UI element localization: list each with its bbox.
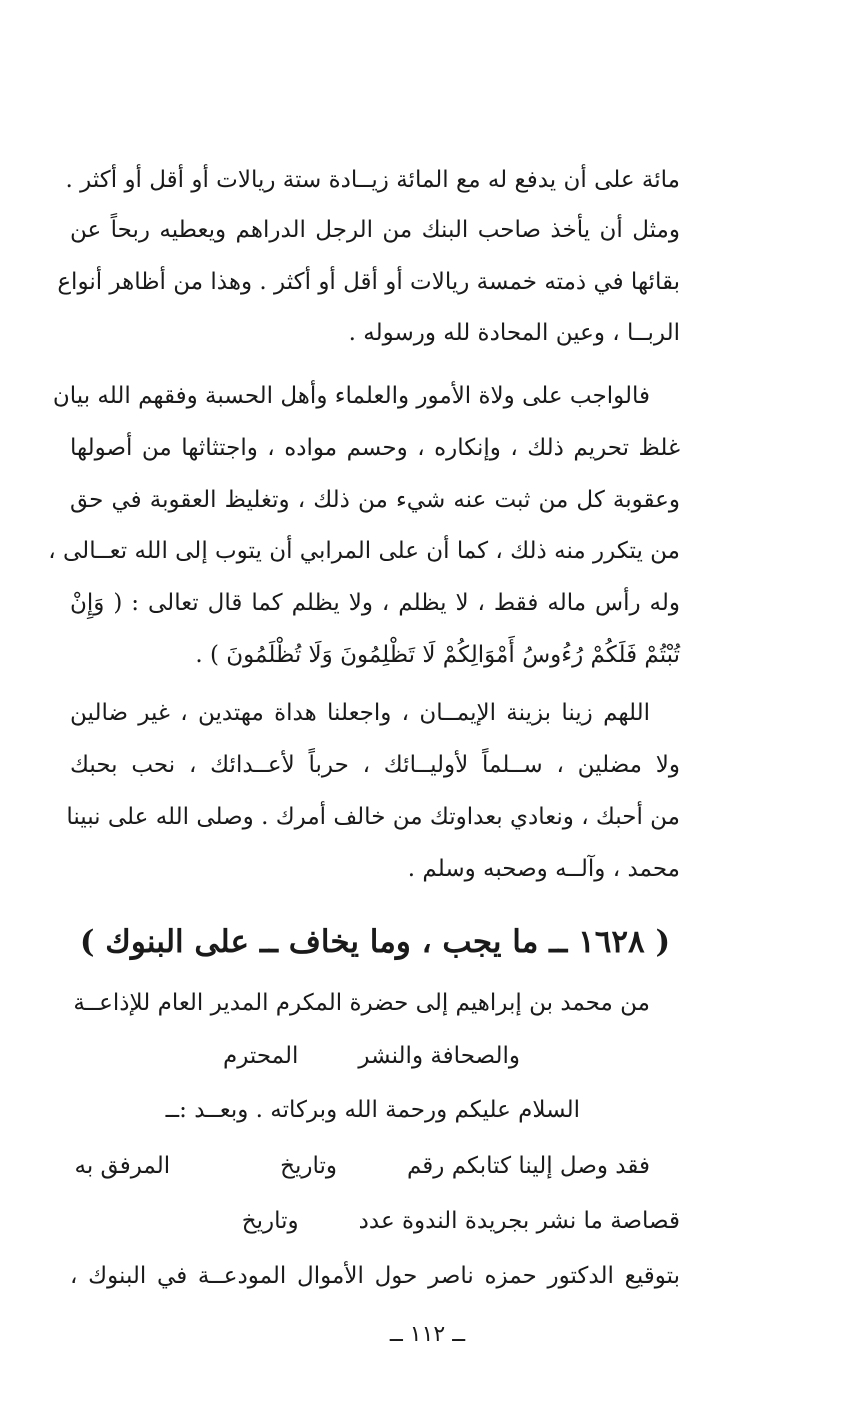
newspaper-issue: قصاصة ما نشر بجريدة الندوة عدد xyxy=(358,1208,680,1234)
text-line: غلظ تحريم ذلك ، وإنكاره ، وحسم مواده ، واجتثاثها من أصولها xyxy=(70,435,680,461)
greeting: السلام عليكم ورحمة الله وبركاته . وبعــد :ــ xyxy=(165,1097,580,1123)
letter-attachment: المرفق به xyxy=(74,1153,171,1179)
text-line: محمد ، وآلــه وصحبه وسلم . xyxy=(407,856,680,882)
text-line: وله رأس ماله فقط ، لا يظلم ، ولا يظلم كما قال تعالى : ( وَإِنْ xyxy=(70,590,680,616)
text-line: من أحبك ، ونعادي بعداوتك من خالف أمرك . وصلى الله على نبينا xyxy=(66,804,680,830)
text-line: من محمد بن إبراهيم إلى حضرة المكرم المدير العام للإذاعــة xyxy=(73,990,650,1016)
letter-reference-date: وتاريخ xyxy=(280,1153,337,1179)
letter-honorific: المحترم xyxy=(222,1043,299,1069)
text-line: ولا مضلين ، ســلماً لأوليــائك ، حرباً لأعــدائك ، نحب بحبك xyxy=(70,752,680,778)
text-line: الربــا ، وعين المحادة لله ورسوله . xyxy=(348,320,680,346)
quran-verse-line: تُبْتُمْ فَلَكُمْ رُءُوسُ أَمْوَالِكُمْ لَا تَظْلِمُونَ وَلَا تُظْلَمُونَ ) . xyxy=(195,642,680,668)
text-line xyxy=(70,1038,680,1074)
text-line xyxy=(70,1148,680,1184)
text-line: بتوقيع الدكتور حمزه ناصر حول الأموال المودعــة في البنوك ، xyxy=(70,1263,680,1289)
text-line: اللهم زينا بزينة الإيمــان ، واجعلنا هداة مهتدين ، غير ضالين xyxy=(70,700,650,726)
newspaper-date: وتاريخ xyxy=(241,1208,299,1234)
text-line: ومثل أن يأخذ صاحب البنك من الرجل الدراهم ويعطيه ربحاً عن xyxy=(70,217,680,243)
text-line xyxy=(70,1203,680,1239)
text-line xyxy=(70,1092,680,1128)
text-line: من يتكرر منه ذلك ، كما أن على المرابي أن يتوب إلى الله تعــالى ، xyxy=(48,538,680,564)
text-line: فالواجب على ولاة الأمور والعلماء وأهل الحسبة وفقهم الله بيان xyxy=(52,383,650,409)
letter-reference-number: فقد وصل إلينا كتابكم رقم xyxy=(406,1153,650,1179)
letter-recipient-dept: والصحافة والنشر xyxy=(358,1043,520,1069)
text-line: مائة على أن يدفع له مع المائة زيــادة ستة ريالات أو أقل أو أكثر . xyxy=(65,167,680,193)
text-line: بقائها في ذمته خمسة ريالات أو أقل أو أكثر . وهذا من أظاهر أنواع xyxy=(57,269,680,295)
page-number: ــ ١١٢ ــ xyxy=(389,1322,466,1347)
section-heading: ( ١٦٢٨ ــ ما يجب ، وما يخاف ــ على البنوك ) xyxy=(79,924,671,960)
text-line: وعقوبة كل من ثبت عنه شيء من ذلك ، وتغليظ العقوبة في حق xyxy=(70,487,680,513)
